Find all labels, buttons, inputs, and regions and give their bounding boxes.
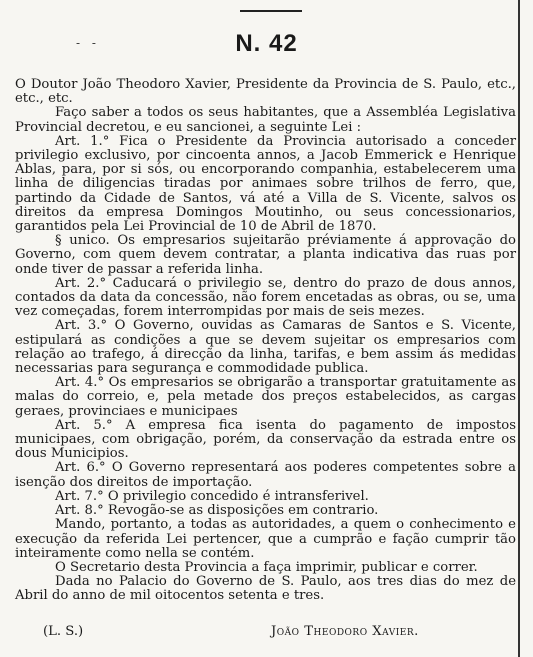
article-5: Art. 5.° A empresa fica isenta do pagamento de impostos municipaes, com obrigação, porém, da conservação da estrada entre os dous Municipios. bbox=[15, 417, 516, 462]
preamble: O Doutor João Theodoro Xavier, Presidente da Provincia de S. Paulo, etc., etc., etc. bbox=[15, 77, 516, 107]
article-3: Art. 3.° O Governo, ouvidas as Camaras de Santos e S. Vicente, estipulará as condições a que se devem sujeitar os empresarios com relação ao trafego, á direcção da linha, tarifas, e bem assim ás medidas necessarias para segurança e commodidade publica. bbox=[15, 318, 516, 377]
article-8: Art. 8.° Revogão-se as disposições em contrario. bbox=[55, 503, 379, 519]
article-7: Art. 7.° O privilegio concedido é intransferivel. bbox=[55, 488, 369, 504]
seal-mark: (L. S.) bbox=[43, 624, 84, 639]
publication-order: O Secretario desta Provincia a faça imprimir, publicar e correr. bbox=[55, 559, 478, 575]
page-edge-rule bbox=[518, 0, 520, 657]
top-rule bbox=[240, 10, 302, 12]
dated-clause: Dada no Palacio do Governo de S. Paulo, aos tres dias do mez de Abril do anno de mil oitocentos setenta e tres. bbox=[15, 574, 516, 604]
signature-row bbox=[15, 624, 516, 644]
proclamation: Faço saber a todos os seus habitantes, que a Assembléa Legislativa Provincial decretou, e eu sancionei, a seguinte Lei : bbox=[15, 105, 516, 135]
article-6: Art. 6.° O Governo representará aos poderes competentes sobre a isenção dos direitos de importação. bbox=[15, 460, 516, 490]
signature: João Theodoro Xavier. bbox=[271, 624, 419, 639]
law-text bbox=[15, 78, 516, 604]
enactment-order: Mando, portanto, a todas as autoridades, a quem o conhecimento e execução da referida Lei pertencer, que a cumprão e fação cumprir tão inteiramente como nella se contém. bbox=[15, 517, 516, 561]
article-1: Art. 1.° Fica o Presidente da Provincia autorisado a conceder privilegio exclusivo, por cincoenta annos, a Jacob Emmerick e Henrique Ablas, para, por si sós, ou encorporando companhia, estabelecerem uma linha de diligencias tiradas por animaes sobre trilhos de ferro, que, partindo da Cidade de Santos, vá até a Villa de S. Vicente, salvos os direitos da empresa Domingos Moutinho, ou seus concessionarios, garantidos pela Lei Provincial de 10 de Abril de 1870. bbox=[15, 133, 516, 235]
dash-mark: - - bbox=[76, 36, 100, 50]
article-2: Art. 2.° Caducará o privilegio se, dentro do prazo de dous annos, contados da data da concessão, não forem encetadas as obras, ou se, uma vez começadas, forem interrompidas por mais de seis mezes. bbox=[15, 275, 516, 320]
paragraph-unico: § unico. Os empresarios sujeitarão préviamente á approvação do Governo, com quem devem contratar, a planta indicativa das ruas por onde tiver de passar a referida linha. bbox=[15, 233, 516, 277]
article-4: Art. 4.° Os empresarios se obrigarão a transportar gratuitamente as malas do correio, e, pela metade dos preços estabelecidos, as cargas geraes, provinciaes e municipaes bbox=[15, 375, 516, 419]
document-number: N. 42 bbox=[235, 30, 298, 57]
